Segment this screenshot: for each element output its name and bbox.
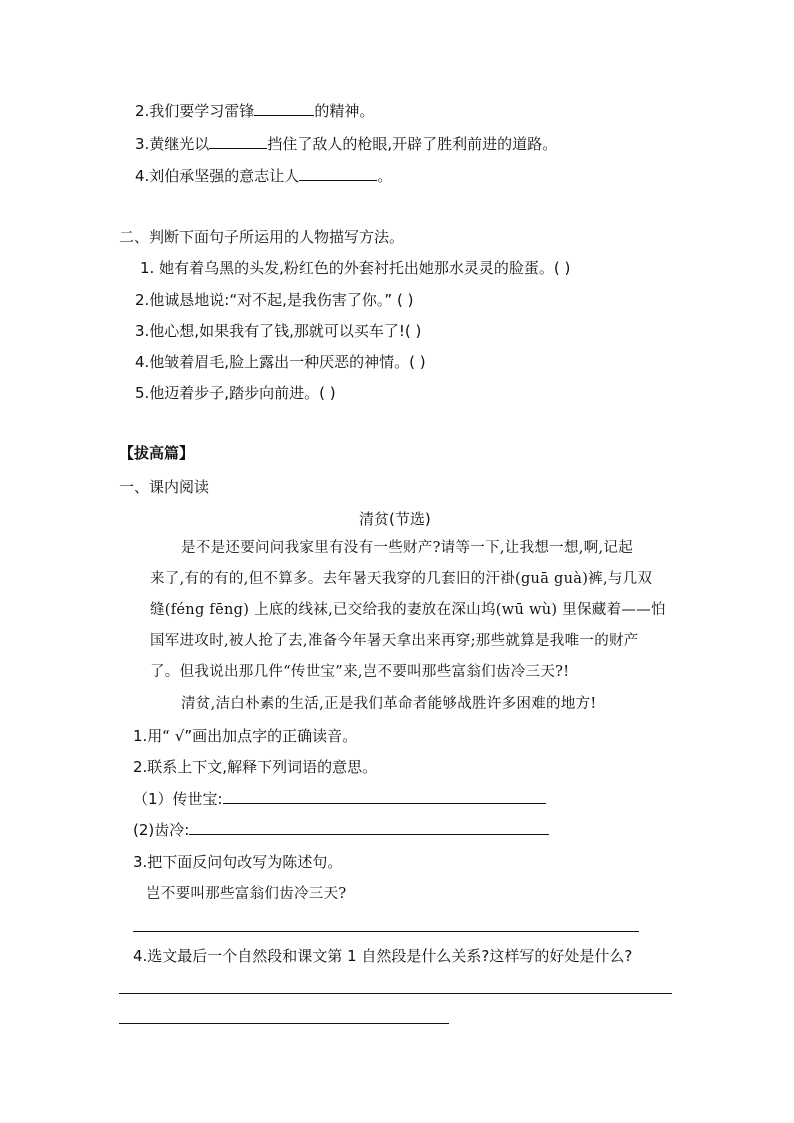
fill-question-3-after: 挡住了敌人的枪眼,开辟了胜利前进的道路。 — [267, 135, 558, 153]
passage-line: 了。但我说出那几件“传世宝”来,岂不要叫那些富翁们齿冷三天?! — [150, 664, 570, 680]
judge-item: 5.他迈着步子,踏步向前进。( ) — [135, 384, 336, 402]
section-title: 【拔高篇】 — [119, 444, 195, 462]
fill-question-4-after: 。 — [377, 167, 393, 185]
question-2b-label: (2)齿冷: — [133, 821, 190, 839]
passage-line: 缝(féng fēng) 上底的线袜,已交给我的妻放在深山坞(wū wù) 里保藏着——怕 — [150, 602, 666, 618]
judge-item: 1. 她有着乌黑的头发,粉红色的外套衬托出她那水灵灵的脸蛋。( ) — [140, 259, 571, 277]
fill-question-2-before: 2.我们要学习雷锋 — [135, 102, 255, 120]
judge-item: 2.他诚恳地说:“对不起,是我伤害了你。” ( ) — [135, 291, 414, 309]
question-2a — [133, 789, 546, 809]
reading-heading: 一、课内阅读 — [119, 478, 210, 496]
answer-line[interactable] — [133, 931, 639, 932]
fill-question-2-after: 的精神。 — [314, 102, 375, 120]
answer-line[interactable] — [119, 1023, 449, 1024]
fill-question-3 — [135, 134, 557, 154]
answer-blank[interactable] — [209, 134, 267, 149]
question-2a-label: （1）传世宝: — [133, 790, 223, 808]
passage-line: 清贫,洁白朴素的生活,正是我们革命者能够战胜许多困难的地方! — [181, 696, 597, 712]
question-4: 4.选文最后一个自然段和课文第 1 自然段是什么关系?这样写的好处是什么? — [133, 947, 633, 965]
question-3: 3.把下面反问句改写为陈述句。 — [133, 853, 343, 871]
section-heading: 二、判断下面句子所运用的人物描写方法。 — [119, 228, 405, 246]
answer-line[interactable] — [119, 993, 672, 994]
passage-title: 清贫(节选) — [359, 510, 431, 528]
answer-blank[interactable] — [223, 789, 546, 804]
fill-question-3-before: 3.黄继光以 — [135, 135, 210, 153]
question-2b — [133, 820, 549, 840]
passage-line: 是不是还要问问我家里有没有一些财产?请等一下,让我想一想,啊,记起 — [181, 540, 633, 556]
passage-line: 国军进攻时,被人抢了去,准备今年暑天拿出来再穿;那些就算是我唯一的财产 — [150, 633, 639, 649]
question-3-sentence: 岂不要叫那些富翁们齿冷三天? — [146, 886, 347, 902]
passage-line: 来了,有的有的,但不算多。去年暑天我穿的几套旧的汗褂(guā guà)裤,与几双 — [150, 571, 653, 587]
judge-item: 4.他皱着眉毛,脸上露出一种厌恶的神情。( ) — [135, 353, 426, 371]
answer-blank[interactable] — [299, 166, 377, 181]
question-2: 2.联系上下文,解释下列词语的意思。 — [133, 758, 378, 776]
answer-blank[interactable] — [254, 101, 314, 116]
question-1: 1.用“ √”画出加点字的正确读音。 — [133, 727, 358, 745]
fill-question-4 — [135, 166, 392, 186]
answer-blank[interactable] — [189, 820, 549, 835]
judge-item: 3.他心想,如果我有了钱,那就可以买车了!( ) — [135, 322, 422, 340]
fill-question-4-before: 4.刘伯承坚强的意志让人 — [135, 167, 300, 185]
fill-question-2 — [135, 101, 374, 121]
